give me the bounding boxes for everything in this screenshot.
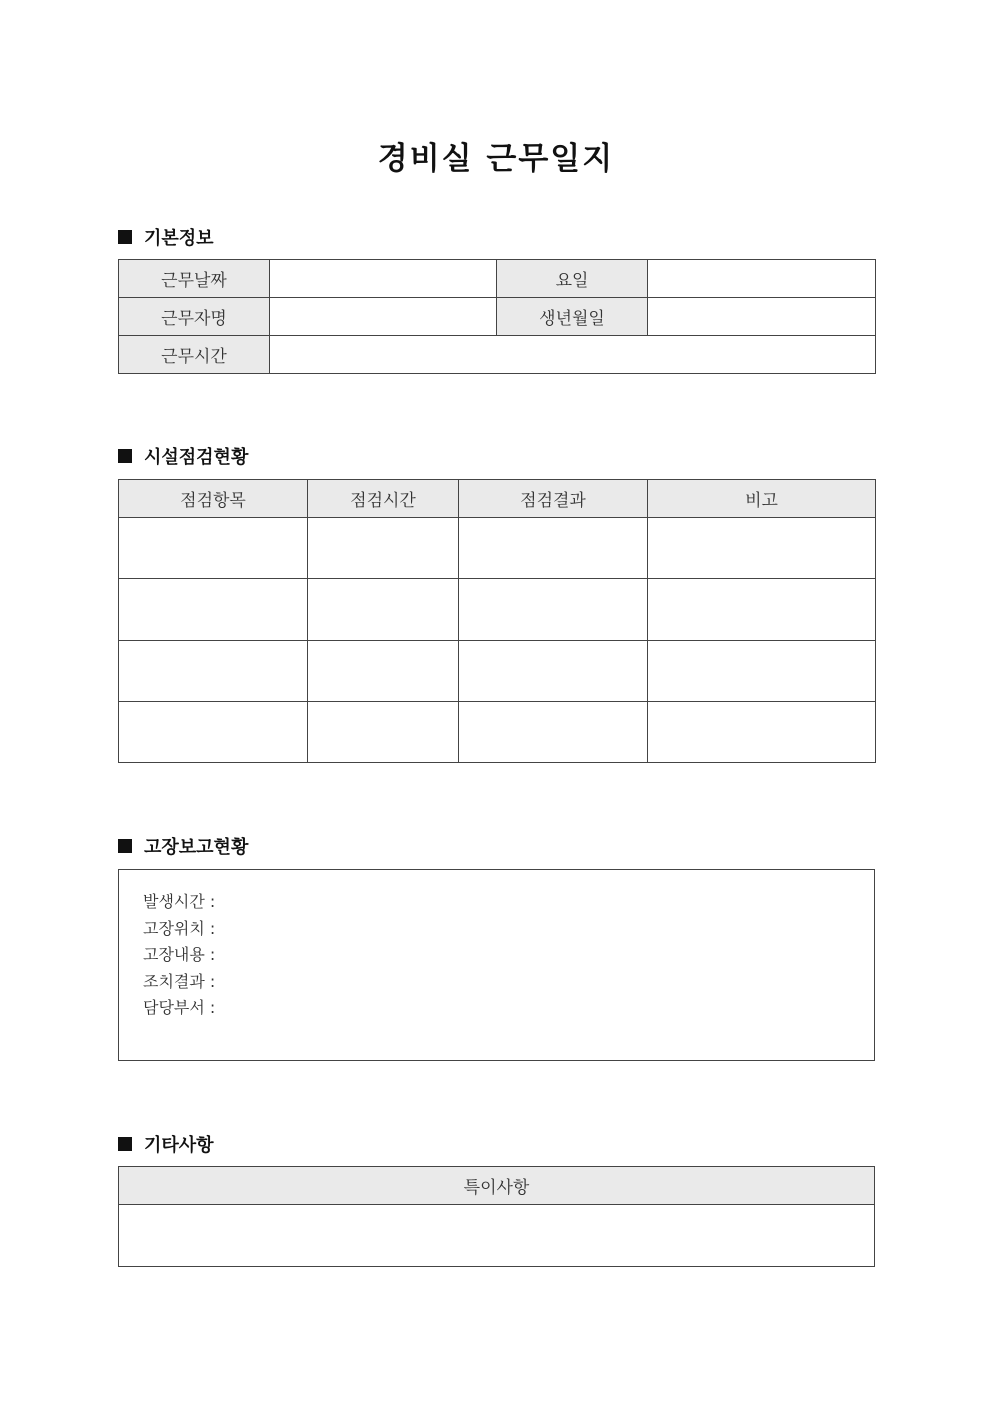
col-header-remarks: 비고 bbox=[648, 480, 876, 518]
table-cell[interactable] bbox=[648, 579, 876, 641]
document-title: 경비실 근무일지 bbox=[377, 141, 615, 177]
table-cell[interactable] bbox=[459, 641, 648, 702]
table-cell[interactable] bbox=[459, 518, 648, 579]
table-cell[interactable] bbox=[119, 641, 308, 702]
square-bullet-icon bbox=[118, 230, 132, 244]
table-row bbox=[119, 641, 876, 702]
section-heading-other-label: 기타사항 bbox=[144, 1135, 214, 1156]
table-cell[interactable] bbox=[308, 518, 459, 579]
work-time-label: 근무시간 bbox=[119, 336, 270, 374]
square-bullet-icon bbox=[118, 449, 132, 463]
fault-report-lines bbox=[143, 889, 215, 1022]
other-notes-table bbox=[118, 1166, 875, 1267]
section-heading-fault bbox=[118, 833, 248, 859]
section-heading-other bbox=[118, 1131, 214, 1157]
table-cell[interactable] bbox=[648, 641, 876, 702]
work-date-field[interactable] bbox=[270, 260, 497, 298]
table-row bbox=[119, 518, 876, 579]
table-cell[interactable] bbox=[459, 702, 648, 763]
birth-date-field[interactable] bbox=[648, 298, 876, 336]
table-cell[interactable] bbox=[119, 702, 308, 763]
weekday-label: 요일 bbox=[497, 260, 648, 298]
fault-report-box[interactable] bbox=[118, 869, 875, 1061]
worker-name-label: 근무자명 bbox=[119, 298, 270, 336]
weekday-field[interactable] bbox=[648, 260, 876, 298]
fault-content-line: 고장내용 : bbox=[143, 945, 216, 964]
birth-date-label: 생년월일 bbox=[497, 298, 648, 336]
table-cell[interactable] bbox=[308, 702, 459, 763]
col-header-check-time: 점검시간 bbox=[308, 480, 459, 518]
special-notes-field[interactable] bbox=[119, 1205, 875, 1267]
table-cell[interactable] bbox=[119, 518, 308, 579]
square-bullet-icon bbox=[118, 1137, 132, 1151]
square-bullet-icon bbox=[118, 839, 132, 853]
table-cell[interactable] bbox=[648, 518, 876, 579]
table-row bbox=[119, 702, 876, 763]
table-cell[interactable] bbox=[308, 641, 459, 702]
col-header-check-item: 점검항목 bbox=[119, 480, 308, 518]
table-cell[interactable] bbox=[119, 579, 308, 641]
special-notes-header: 특이사항 bbox=[119, 1167, 875, 1205]
section-heading-facility-label: 시설점검현황 bbox=[144, 447, 249, 468]
section-heading-basic bbox=[118, 224, 214, 250]
table-cell[interactable] bbox=[459, 579, 648, 641]
section-heading-fault-label: 고장보고현황 bbox=[144, 837, 249, 858]
basic-info-table bbox=[118, 259, 876, 374]
section-heading-basic-label: 기본정보 bbox=[144, 228, 214, 249]
table-cell[interactable] bbox=[648, 702, 876, 763]
col-header-check-result: 점검결과 bbox=[459, 480, 648, 518]
fault-location-line: 고장위치 : bbox=[143, 918, 216, 938]
department-line: 담당부서 : bbox=[143, 998, 216, 1017]
table-row bbox=[119, 579, 876, 641]
work-time-field[interactable] bbox=[270, 336, 876, 374]
action-result-line: 조치결과 : bbox=[143, 971, 216, 991]
occurrence-time-line: 발생시간 : bbox=[143, 892, 216, 911]
section-heading-facility bbox=[118, 443, 248, 469]
worker-name-field[interactable] bbox=[270, 298, 497, 336]
work-date-label: 근무날짜 bbox=[119, 260, 270, 298]
facility-check-table bbox=[118, 479, 876, 763]
table-cell[interactable] bbox=[308, 579, 459, 641]
